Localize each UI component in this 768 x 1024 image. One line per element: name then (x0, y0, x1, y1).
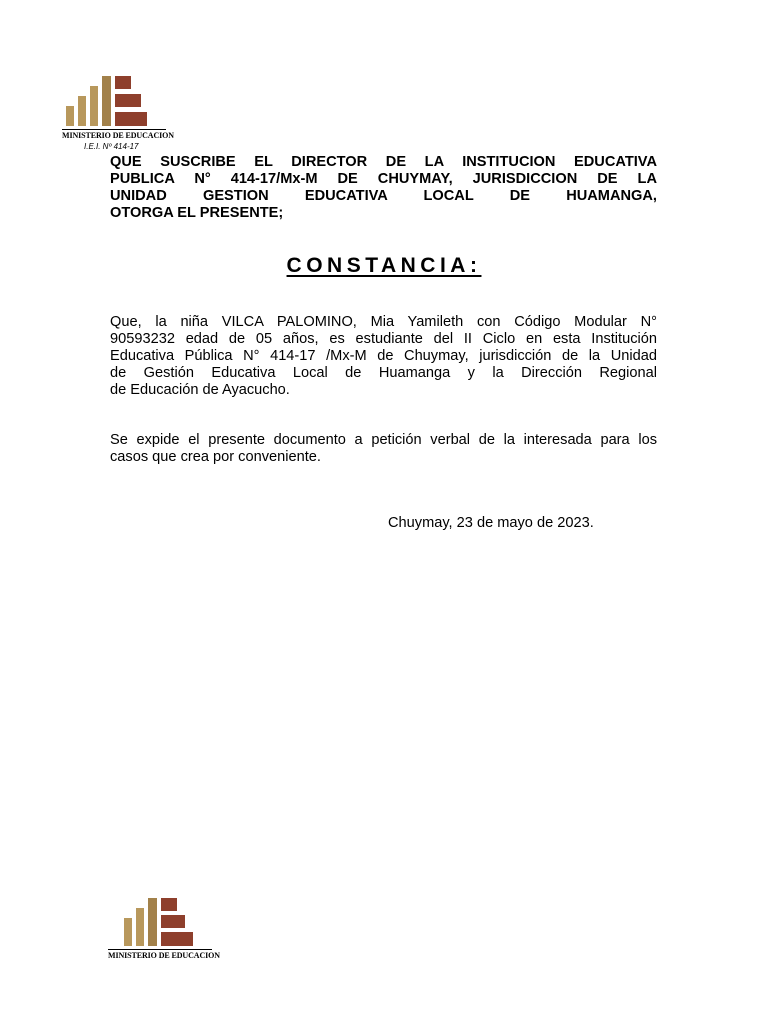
header-line: UNIDAD GESTION EDUCATIVA LOCAL DE HUAMANGA, (110, 188, 657, 204)
ministry-logo (62, 74, 174, 140)
paragraph-line: Que, la niña VILCA PALOMINO, Mia Yamileth con Código Modular N° (110, 314, 657, 330)
header-line: PUBLICA N° 414-17/Mx-M DE CHUYMAY, JURISDICCION DE LA (110, 171, 657, 187)
ministry-logo-footer (108, 894, 220, 960)
paragraph-line: Educativa Pública N° 414-17 /Mx-M de Chuymay, jurisdicción de la Unidad (110, 348, 657, 364)
header-line: QUE SUSCRIBE EL DIRECTOR DE LA INSTITUCION EDUCATIVA (110, 154, 657, 170)
ministry-logo-icon (108, 894, 212, 948)
paragraph-line: de Educación de Ayacucho. (110, 382, 290, 398)
paragraph-line: 90593232 edad de 05 años, es estudiante del II Ciclo en esta Institución (110, 331, 657, 347)
ministry-logo-caption: MINISTERIO DE EDUCACION (108, 951, 220, 960)
document-title: CONSTANCIA: (286, 254, 482, 277)
ministry-logo-caption: MINISTERIO DE EDUCACION (62, 131, 174, 140)
paragraph-line: casos que crea por conveniente. (110, 449, 321, 465)
paragraph-line: de Gestión Educativa Local de Huamanga y la Dirección Regional (110, 365, 657, 381)
header-line: OTORGA EL PRESENTE; (110, 205, 284, 221)
school-code: I.E.I. Nº 414-17 (84, 142, 139, 151)
header-block (110, 154, 657, 222)
date-line: Chuymay, 23 de mayo de 2023. (388, 515, 594, 531)
certificate-paragraph (110, 314, 657, 399)
issuance-paragraph (110, 432, 657, 466)
paragraph-line: Se expide el presente documento a petición verbal de la interesada para los (110, 432, 657, 448)
ministry-logo-icon (62, 74, 166, 128)
